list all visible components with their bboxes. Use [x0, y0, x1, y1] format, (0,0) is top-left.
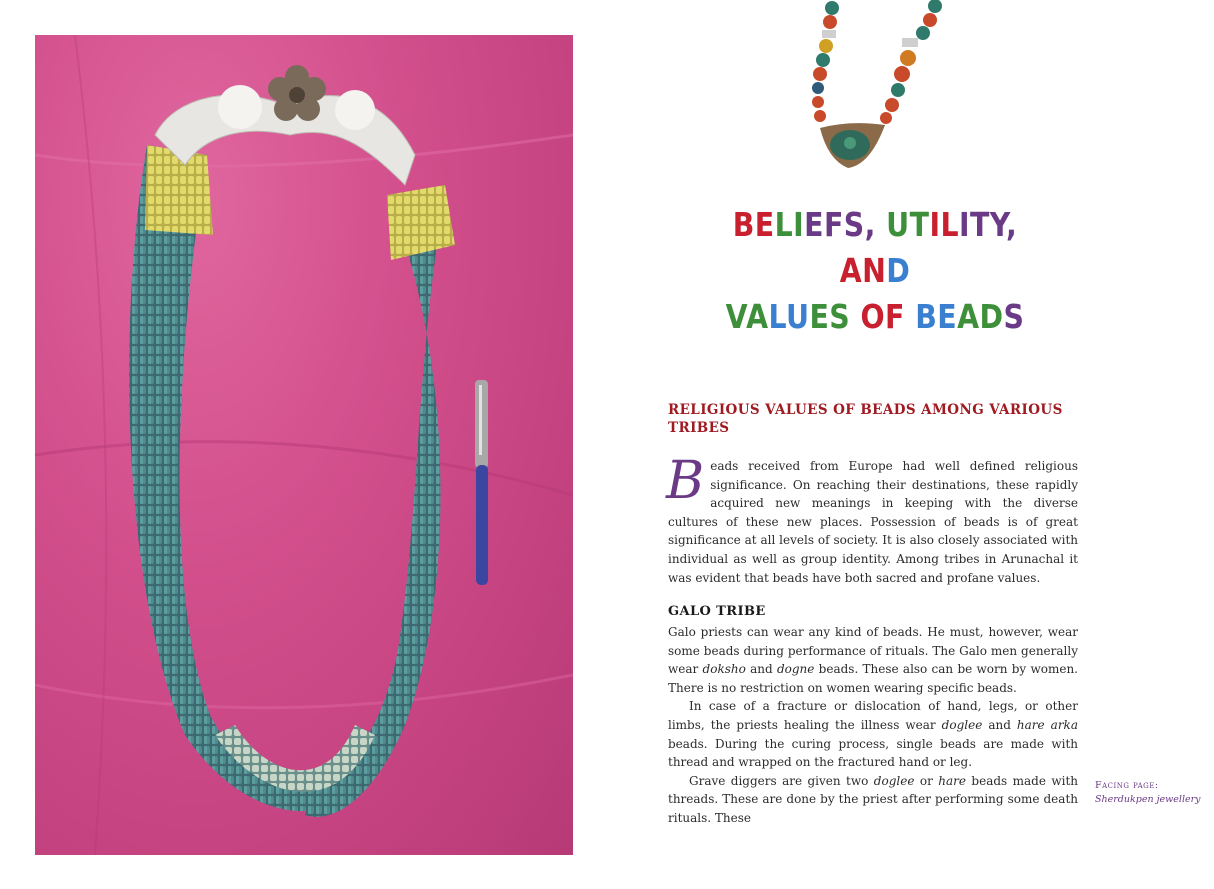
chapter-title: [725, 202, 1026, 340]
title-segment: S: [1003, 297, 1025, 336]
caption-label: Facing page:: [1095, 780, 1159, 791]
title-segment: IL: [929, 205, 959, 244]
title-segment: EFS,: [804, 205, 887, 244]
title-segment: BE: [732, 205, 775, 244]
title-segment: VA: [725, 297, 769, 336]
chapter-title-line-2: [725, 294, 1026, 340]
title-segment: D: [886, 251, 911, 290]
bead-necklace-image: [35, 35, 573, 855]
pendant-necklace-image: [790, 0, 960, 175]
caption-text: Sherdukpen jewellery: [1095, 794, 1201, 805]
title-segment: LI: [774, 205, 805, 244]
title-segment: UT: [886, 205, 930, 244]
title-segment: LU: [768, 297, 810, 336]
intro-text: eads received from Europe had well defined religious significance. On reaching their destinations, these rapidly acquired new meanings in keeping with the diverse cultures of these new places. Possession of beads is of great significance at all levels of society. It is also closely associated with individual as well as group identity. Among tribes in Arunachal it was evident that beads have both sacred and profane values.: [668, 459, 1078, 585]
section-heading: RELIGIOUS VALUES OF BEADS AMONG VARIOUS TRIBES: [668, 402, 1063, 436]
title-segment: BE: [915, 297, 958, 336]
title-segment: ITY,: [958, 205, 1018, 244]
necklace-photo: [35, 35, 573, 855]
title-segment: AN: [839, 251, 887, 290]
title-segment: AD: [957, 297, 1004, 336]
galo-tribe-text: [668, 623, 1078, 828]
title-segment: ES: [809, 297, 861, 336]
galo-tribe-heading: GALO TRIBE: [668, 604, 766, 619]
chapter-title-line-1: [725, 202, 1026, 294]
facing-page-caption: [1095, 779, 1205, 807]
galo-paragraph-2: In case of a fracture or dislocation of hand, legs, or other limbs, the priests healing the illness wear doglee and hare arka beads. During the curing process, single beads are made with thread and wrapped on the fractured hand or leg.: [668, 699, 1078, 770]
drop-cap: B: [666, 451, 705, 511]
galo-paragraph-3: Grave diggers are given two doglee or hare beads made with threads. These are done by the priest after performing some death rituals. These: [668, 773, 1079, 825]
intro-paragraph: [666, 451, 1078, 587]
title-segment: OF: [860, 297, 916, 336]
galo-paragraph-1: Galo priests can wear any kind of beads. He must, however, wear some beads during performance of rituals. The Galo men generally wear doksho and dogne beads. These also can be worn by women. There is no restriction on women wearing specific beads.: [668, 625, 1078, 695]
